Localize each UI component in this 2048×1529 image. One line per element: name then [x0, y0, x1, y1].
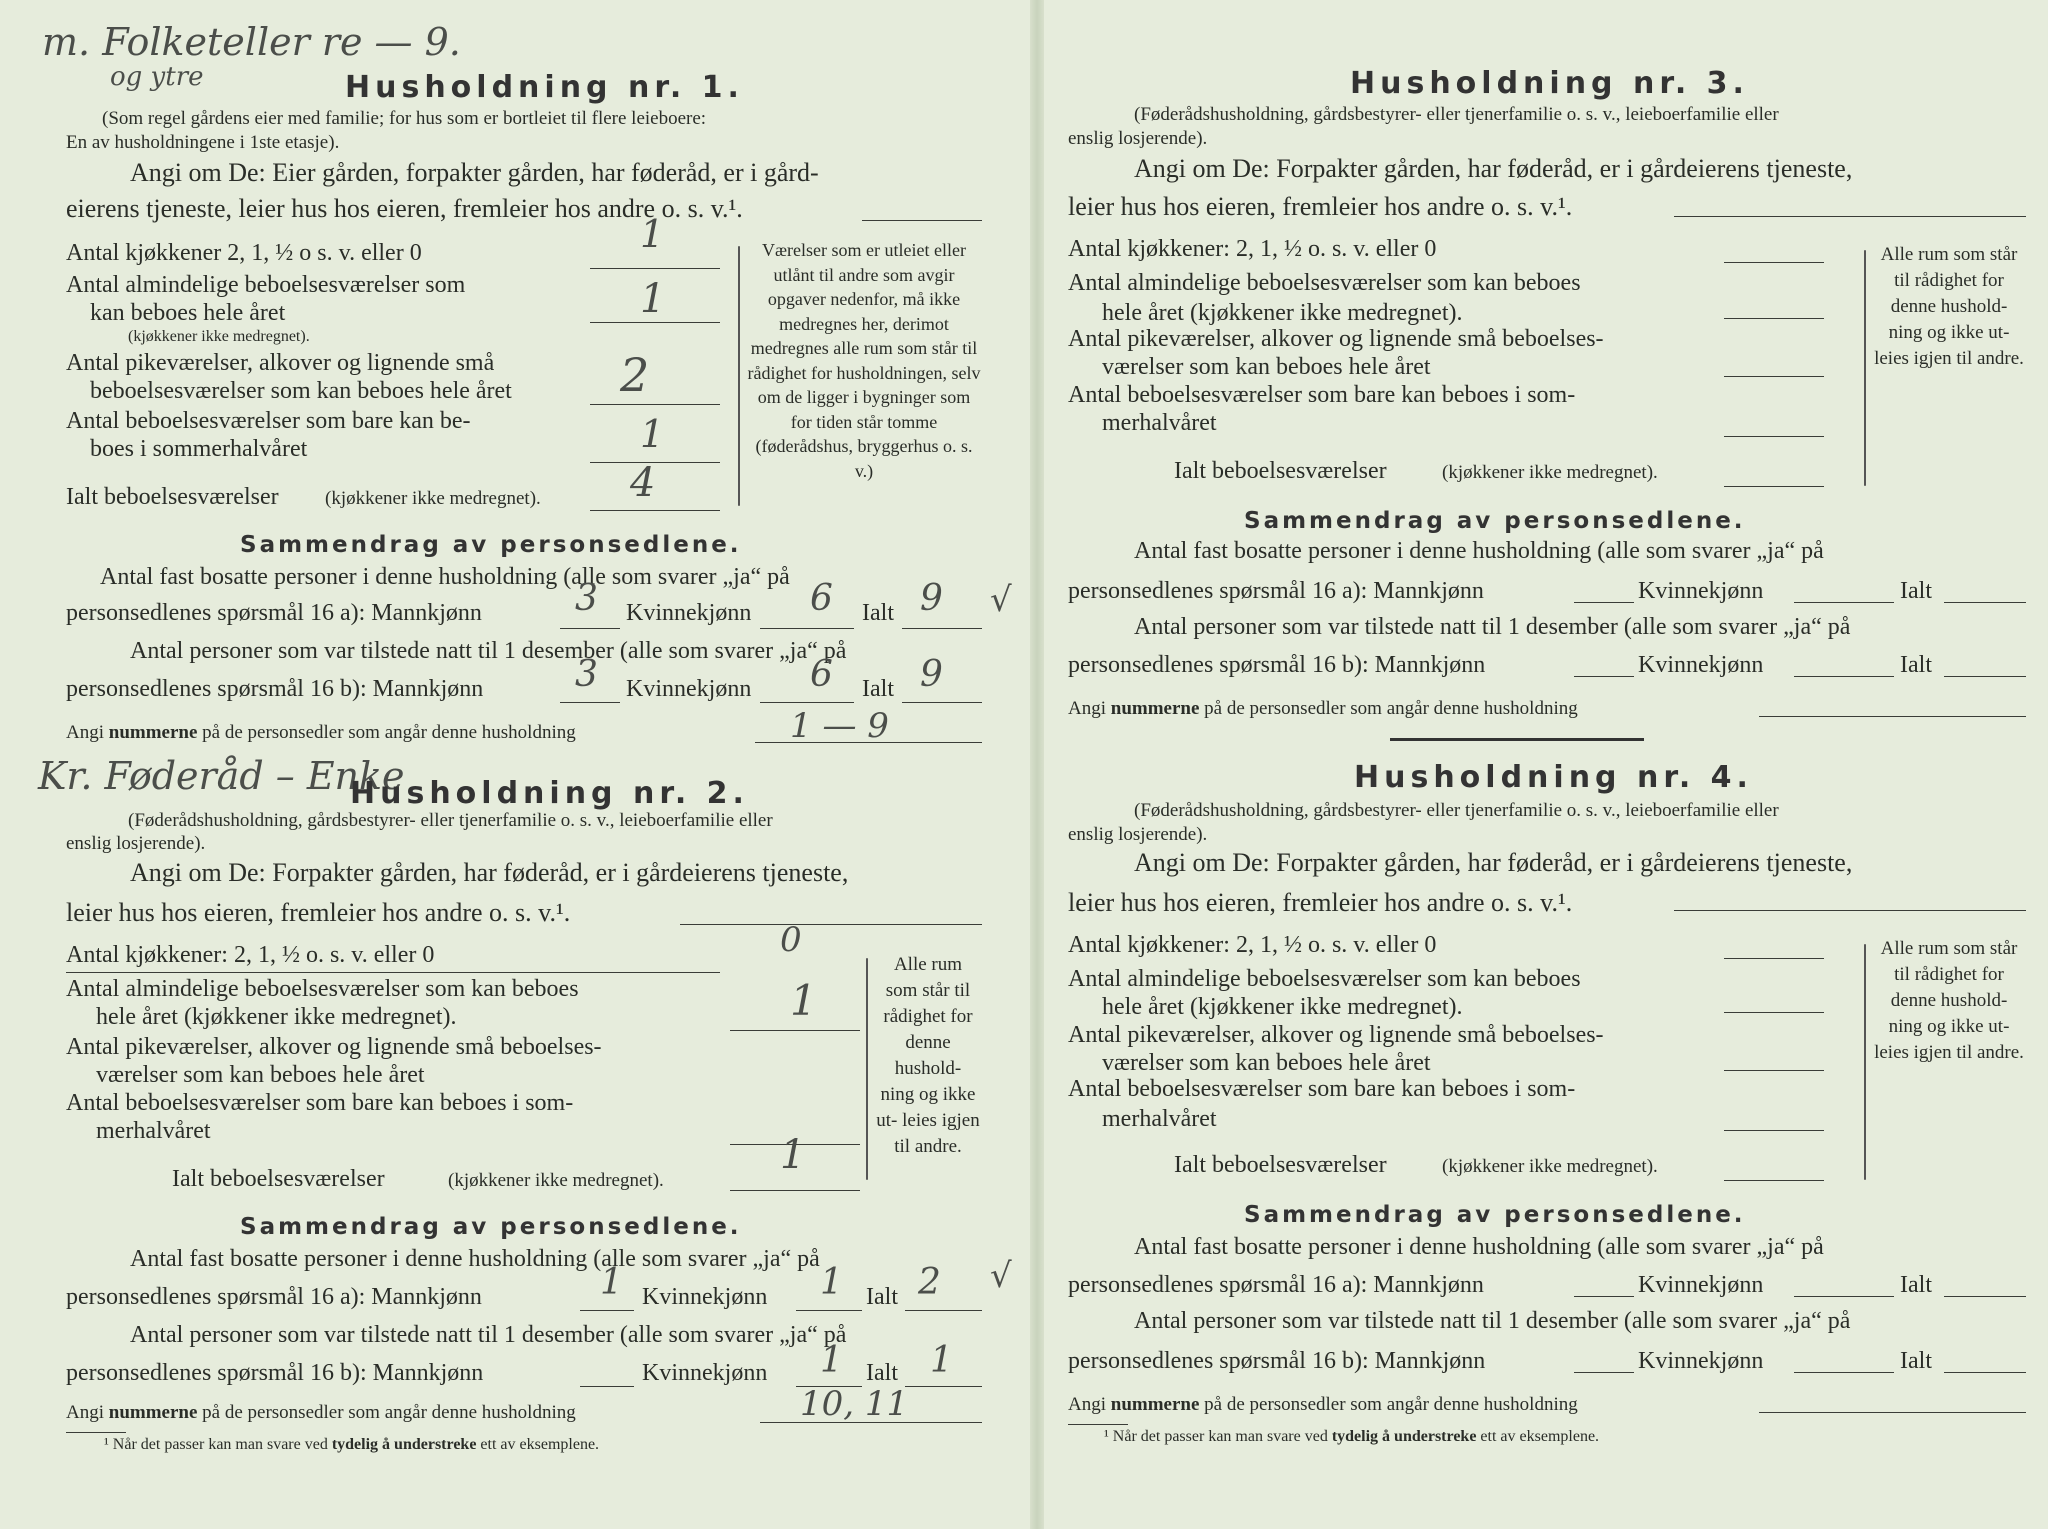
answer-line: [1724, 318, 1824, 319]
household-2-side-note: Alle rum som står til rådighet for denne hushold- ning og ikke ut- leies igjen til andre.: [876, 954, 980, 1157]
answer-line: [1724, 436, 1824, 437]
question-maid-rooms-b: værelser som kan beboes hele året: [1102, 1050, 1431, 1076]
answer-line: [1724, 1012, 1824, 1013]
household-2-subtitle: (Føderådshusholdning, gårdsbestyrer- eller tjenerfamilie o. s. v., leieboerfamilie eller: [128, 810, 773, 831]
summary-present-male-label: personsedlenes spørsmål 16 b): Mannkjønn: [1068, 652, 1486, 678]
question-maid-rooms-a: Antal pikeværelser, alkover og lignende små beboelses-: [1068, 326, 1604, 352]
household-1-summary-title: Sammendrag av personsedlene.: [240, 532, 742, 558]
question-summer-rooms-a: Antal beboelsesværelser som bare kan beboes i som-: [66, 1090, 574, 1116]
answer-line: [1794, 602, 1894, 603]
female-label: Kvinnekjønn: [642, 1284, 768, 1310]
question-rooms-b: hele året (kjøkkener ikke medregnet).: [1102, 300, 1463, 326]
female-label: Kvinnekjønn: [1638, 1272, 1764, 1298]
total-rooms-label: Ialt beboelsesværelser: [1174, 1152, 1387, 1178]
answer-line: [1574, 602, 1634, 603]
total-rooms-label: Ialt beboelsesværelser: [172, 1166, 385, 1192]
answer-line: [1944, 1296, 2026, 1297]
household-4-title: Husholdning nr. 4.: [1354, 760, 1753, 795]
answer-line: [1759, 1412, 2026, 1413]
handwritten-margin-note: Kr. Føderåd – Enke: [38, 754, 405, 798]
answer-maid-rooms: 2: [620, 348, 650, 402]
household-3-subtitle-2: enslig losjerende).: [1068, 128, 1208, 149]
question-summer-rooms-a: Antal beboelsesværelser som bare kan beboes i som-: [1068, 382, 1576, 408]
numbers-label: Angi nummerne på de personsedler som angår denne husholdning: [1068, 1394, 1578, 1415]
numbers-label: Angi nummerne på de personsedler som angår denne husholdning: [1068, 698, 1578, 719]
summary-resident-line: Antal fast bosatte personer i denne husholdning (alle som svarer „ja“ på: [1134, 1234, 1824, 1260]
female-label: Kvinnekjønn: [626, 676, 752, 702]
summary-present-line: Antal personer som var tilstede natt til 1 desember (alle som svarer „ja“ på: [130, 1322, 847, 1348]
answer-line: [1944, 676, 2026, 677]
household-3-subtitle: (Føderådshusholdning, gårdsbestyrer- eller tjenerfamilie o. s. v., leieboerfamilie eller: [1134, 104, 1779, 125]
answer-rooms: 1: [640, 276, 666, 322]
page-gutter: [1030, 0, 1044, 1529]
answer-line: [796, 1310, 862, 1311]
answer-line: [862, 220, 982, 221]
brace: [866, 958, 868, 1180]
answer-summer-rooms: 1: [640, 412, 665, 456]
answer-line: [580, 1386, 634, 1387]
summary-present-line: Antal personer som var tilstede natt til 1 desember (alle som svarer „ja“ på: [130, 638, 847, 664]
total-rooms-note: (kjøkkener ikke medregnet).: [1442, 1156, 1658, 1177]
brace: [1864, 250, 1866, 486]
question-summer-rooms-b: merhalvåret: [1102, 410, 1217, 436]
question-rooms-a: Antal almindelige beboelsesværelser som: [66, 272, 466, 298]
female-label: Kvinnekjønn: [642, 1360, 768, 1386]
answer-line: [905, 1310, 982, 1311]
answer-line: [1944, 602, 2026, 603]
summary-resident-male-label: personsedlenes spørsmål 16 a): Mannkjønn: [66, 600, 482, 626]
household-3-side-note: Alle rum som står til rådighet for denne hushold- ning og ikke ut- leies igjen til andre.: [1874, 244, 2024, 369]
female-label: Kvinnekjønn: [1638, 1348, 1764, 1374]
answer-line: [1674, 910, 2026, 911]
question-summer-rooms-b: boes i sommerhalvåret: [90, 436, 308, 462]
total-label: Ialt: [866, 1284, 898, 1310]
handwritten-top-note: m. Folketeller re — 9.: [42, 20, 461, 64]
answer-line: [1794, 676, 1894, 677]
handwritten-top-note-2: og ytre: [110, 62, 204, 92]
answer-line: [1759, 716, 2026, 717]
answer-kitchens: 0: [780, 920, 802, 960]
resident-female: 1: [820, 1262, 843, 1303]
household-4-summary-title: Sammendrag av personsedlene.: [1244, 1202, 1746, 1228]
household-2-angi-line-2: leier hus hos eieren, fremleier hos andre o. s. v.¹.: [66, 898, 571, 927]
household-4-angi-line-2: leier hus hos eieren, fremleier hos andre o. s. v.¹.: [1068, 888, 1573, 917]
answer-line: [902, 702, 982, 703]
summary-resident-male-label: personsedlenes spørsmål 16 a): Mannkjønn: [1068, 578, 1484, 604]
answer-line: [1574, 676, 1634, 677]
answer-line: [1674, 216, 2026, 217]
question-summer-rooms-a: Antal beboelsesværelser som bare kan beboes i som-: [1068, 1076, 1576, 1102]
answer-total-rooms: 4: [630, 460, 656, 506]
household-2-subtitle-2: enslig losjerende).: [66, 833, 206, 854]
total-rooms-note: (kjøkkener ikke medregnet).: [448, 1170, 664, 1191]
resident-total: 2: [918, 1262, 941, 1303]
summary-resident-line: Antal fast bosatte personer i denne husholdning (alle som svarer „ja“ på: [130, 1246, 820, 1272]
numbers-label: Angi nummerne på de personsedler som angår denne husholdning: [66, 1402, 576, 1423]
household-1-title: Husholdning nr. 1.: [345, 70, 744, 105]
total-label: Ialt: [1900, 1348, 1932, 1374]
present-total: 1: [930, 1340, 953, 1381]
footnote-rule: [66, 1432, 126, 1433]
question-maid-rooms-b: værelser som kan beboes hele året: [96, 1062, 425, 1088]
question-summer-rooms-b: merhalvåret: [96, 1118, 211, 1144]
total-rooms-note: (kjøkkener ikke medregnet).: [325, 488, 541, 509]
household-4-subtitle-2: enslig losjerende).: [1068, 824, 1208, 845]
answer-line: [1944, 1372, 2026, 1373]
resident-male: 1: [600, 1262, 623, 1303]
question-rooms-a: Antal almindelige beboelsesværelser som kan beboes: [66, 976, 579, 1002]
total-rooms-note: (kjøkkener ikke medregnet).: [1442, 462, 1658, 483]
answer-line: [1794, 1372, 1894, 1373]
brace: [738, 246, 740, 506]
household-1-subtitle-2: En av husholdningene i 1ste etasje).: [66, 132, 340, 153]
total-label: Ialt: [866, 1360, 898, 1386]
household-1-side-note: Værelser som er utleiet eller utlånt til andre som avgir opgaver nedenfor, må ikke medregnes her, derimot medregnes alle rum som står til rådighet for husholdningen, selv om de ligger i bygninger som for tiden står tomme (føderådshus, bryggerhus o. s. v.): [747, 240, 981, 481]
household-4-angi-line-1: Angi om De: Forpakter gården, har føderåd, er i gårdeierens tjeneste,: [1134, 848, 1853, 877]
household-2-angi-line-1: Angi om De: Forpakter gården, har føderåd, er i gårdeierens tjeneste,: [130, 858, 849, 887]
footnote: ¹ Når det passer kan man svare ved tydelig å understreke ett av eksemplene.: [1104, 1428, 1600, 1445]
total-rooms-label: Ialt beboelsesværelser: [1174, 458, 1387, 484]
answer-line: [590, 322, 720, 323]
question-kitchens: Antal kjøkkener: 2, 1, ½ o. s. v. eller 0: [66, 942, 435, 968]
total-label: Ialt: [1900, 578, 1932, 604]
answer-line: [560, 628, 620, 629]
answer-line: [1574, 1296, 1634, 1297]
resident-male: 3: [575, 578, 598, 619]
household-1-angi-line-1: Angi om De: Eier gården, forpakter gården, har føderåd, er i gård-: [130, 158, 819, 187]
summary-present-male-label: personsedlenes spørsmål 16 b): Mannkjønn: [66, 676, 484, 702]
female-label: Kvinnekjønn: [1638, 652, 1764, 678]
summary-resident-line: Antal fast bosatte personer i denne husholdning (alle som svarer „ja“ på: [100, 564, 790, 590]
present-total: 9: [920, 654, 943, 695]
question-maid-rooms-a: Antal pikeværelser, alkover og lignende små: [66, 350, 495, 376]
household-4-subtitle: (Føderådshusholdning, gårdsbestyrer- eller tjenerfamilie o. s. v., leieboerfamilie eller: [1134, 800, 1779, 821]
answer-line: [730, 1030, 860, 1031]
question-rooms-a: Antal almindelige beboelsesværelser som kan beboes: [1068, 966, 1581, 992]
answer-line: [760, 702, 854, 703]
answer-line: [760, 628, 854, 629]
question-rooms-a: Antal almindelige beboelsesværelser som kan beboes: [1068, 270, 1581, 296]
household-3-angi-line-2: leier hus hos eieren, fremleier hos andre o. s. v.¹.: [1068, 192, 1573, 221]
answer-line: [1794, 1296, 1894, 1297]
summary-present-male-label: personsedlenes spørsmål 16 b): Mannkjønn: [66, 1360, 484, 1386]
total-rooms-label: Ialt beboelsesværelser: [66, 484, 279, 510]
answer-line: [590, 510, 720, 511]
answer-rooms: 1: [790, 976, 817, 1025]
total-label: Ialt: [862, 676, 894, 702]
footnote: ¹ Når det passer kan man svare ved tydelig å understreke ett av eksemplene.: [104, 1436, 600, 1453]
answer-line: [902, 628, 982, 629]
answer-line: [1724, 486, 1824, 487]
household-3-title: Husholdning nr. 3.: [1350, 66, 1749, 101]
section-divider: [1390, 738, 1644, 741]
answer-line: [1724, 1180, 1824, 1181]
question-maid-rooms-b: værelser som kan beboes hele året: [1102, 354, 1431, 380]
female-label: Kvinnekjønn: [1638, 578, 1764, 604]
answer-line: [1574, 1372, 1634, 1373]
answer-line: [680, 924, 982, 925]
answer-kitchens: 1: [640, 212, 665, 256]
resident-female: 6: [810, 578, 833, 619]
question-summer-rooms-a: Antal beboelsesværelser som bare kan be-: [66, 408, 471, 434]
answer-line: [1724, 1130, 1824, 1131]
household-2-summary-title: Sammendrag av personsedlene.: [240, 1214, 742, 1240]
question-maid-rooms-a: Antal pikeværelser, alkover og lignende små beboelses-: [1068, 1022, 1604, 1048]
total-label: Ialt: [862, 600, 894, 626]
female-label: Kvinnekjønn: [626, 600, 752, 626]
question-rooms-b: kan beboes hele året: [90, 300, 286, 326]
answer-line: [1724, 262, 1824, 263]
footnote-rule: [1068, 1424, 1128, 1425]
check-mark: √: [990, 580, 1012, 620]
answer-line: [1724, 958, 1824, 959]
household-1-angi-line-2: eierens tjeneste, leier hus hos eieren, fremleier hos andre o. s. v.¹.: [66, 194, 743, 223]
question-rooms-b: hele året (kjøkkener ikke medregnet).: [96, 1004, 457, 1030]
answer-total-rooms: 1: [780, 1132, 806, 1178]
household-3-summary-title: Sammendrag av personsedlene.: [1244, 508, 1746, 534]
question-rooms-c: (kjøkkener ikke medregnet).: [128, 328, 310, 345]
summary-present-male-label: personsedlenes spørsmål 16 b): Mannkjønn: [1068, 1348, 1486, 1374]
total-label: Ialt: [1900, 652, 1932, 678]
resident-total: 9: [920, 578, 943, 619]
answer-line: [1724, 1070, 1824, 1071]
household-3-angi-line-1: Angi om De: Forpakter gården, har føderåd, er i gårdeierens tjeneste,: [1134, 154, 1853, 183]
answer-line: [560, 702, 620, 703]
question-maid-rooms-b: beboelsesværelser som kan beboes hele året: [90, 378, 512, 404]
person-numbers: 10, 11: [800, 1384, 909, 1424]
summary-resident-line: Antal fast bosatte personer i denne husholdning (alle som svarer „ja“ på: [1134, 538, 1824, 564]
summary-present-line: Antal personer som var tilstede natt til 1 desember (alle som svarer „ja“ på: [1134, 614, 1851, 640]
question-rooms-b: hele året (kjøkkener ikke medregnet).: [1102, 994, 1463, 1020]
answer-line: [66, 972, 720, 973]
question-summer-rooms-b: merhalvåret: [1102, 1106, 1217, 1132]
present-male: 3: [575, 654, 598, 695]
household-2-title: Husholdning nr. 2.: [350, 776, 749, 811]
total-label: Ialt: [1900, 1272, 1932, 1298]
answer-line: [590, 268, 720, 269]
answer-line: [1724, 376, 1824, 377]
brace: [1864, 944, 1866, 1180]
person-numbers: 1 — 9: [790, 706, 889, 746]
question-kitchens: Antal kjøkkener: 2, 1, ½ o. s. v. eller 0: [1068, 236, 1437, 262]
present-female: 6: [810, 654, 833, 695]
question-kitchens: Antal kjøkkener 2, 1, ½ o s. v. eller 0: [66, 240, 422, 266]
question-kitchens: Antal kjøkkener: 2, 1, ½ o. s. v. eller 0: [1068, 932, 1437, 958]
answer-line: [580, 1310, 634, 1311]
numbers-label: Angi nummerne på de personsedler som angår denne husholdning: [66, 722, 576, 743]
summary-resident-male-label: personsedlenes spørsmål 16 a): Mannkjønn: [1068, 1272, 1484, 1298]
household-1-subtitle: (Som regel gårdens eier med familie; for hus som er bortleiet til flere leieboere:: [102, 108, 707, 129]
household-4-side-note: Alle rum som står til rådighet for denne hushold- ning og ikke ut- leies igjen til andre.: [1874, 938, 2024, 1063]
present-female: 1: [820, 1340, 843, 1381]
summary-present-line: Antal personer som var tilstede natt til 1 desember (alle som svarer „ja“ på: [1134, 1308, 1851, 1334]
answer-line: [590, 404, 720, 405]
check-mark: √: [990, 1256, 1012, 1296]
answer-line: [905, 1386, 982, 1387]
summary-resident-male-label: personsedlenes spørsmål 16 a): Mannkjønn: [66, 1284, 482, 1310]
answer-line: [730, 1190, 860, 1191]
question-maid-rooms-a: Antal pikeværelser, alkover og lignende små beboelses-: [66, 1034, 602, 1060]
